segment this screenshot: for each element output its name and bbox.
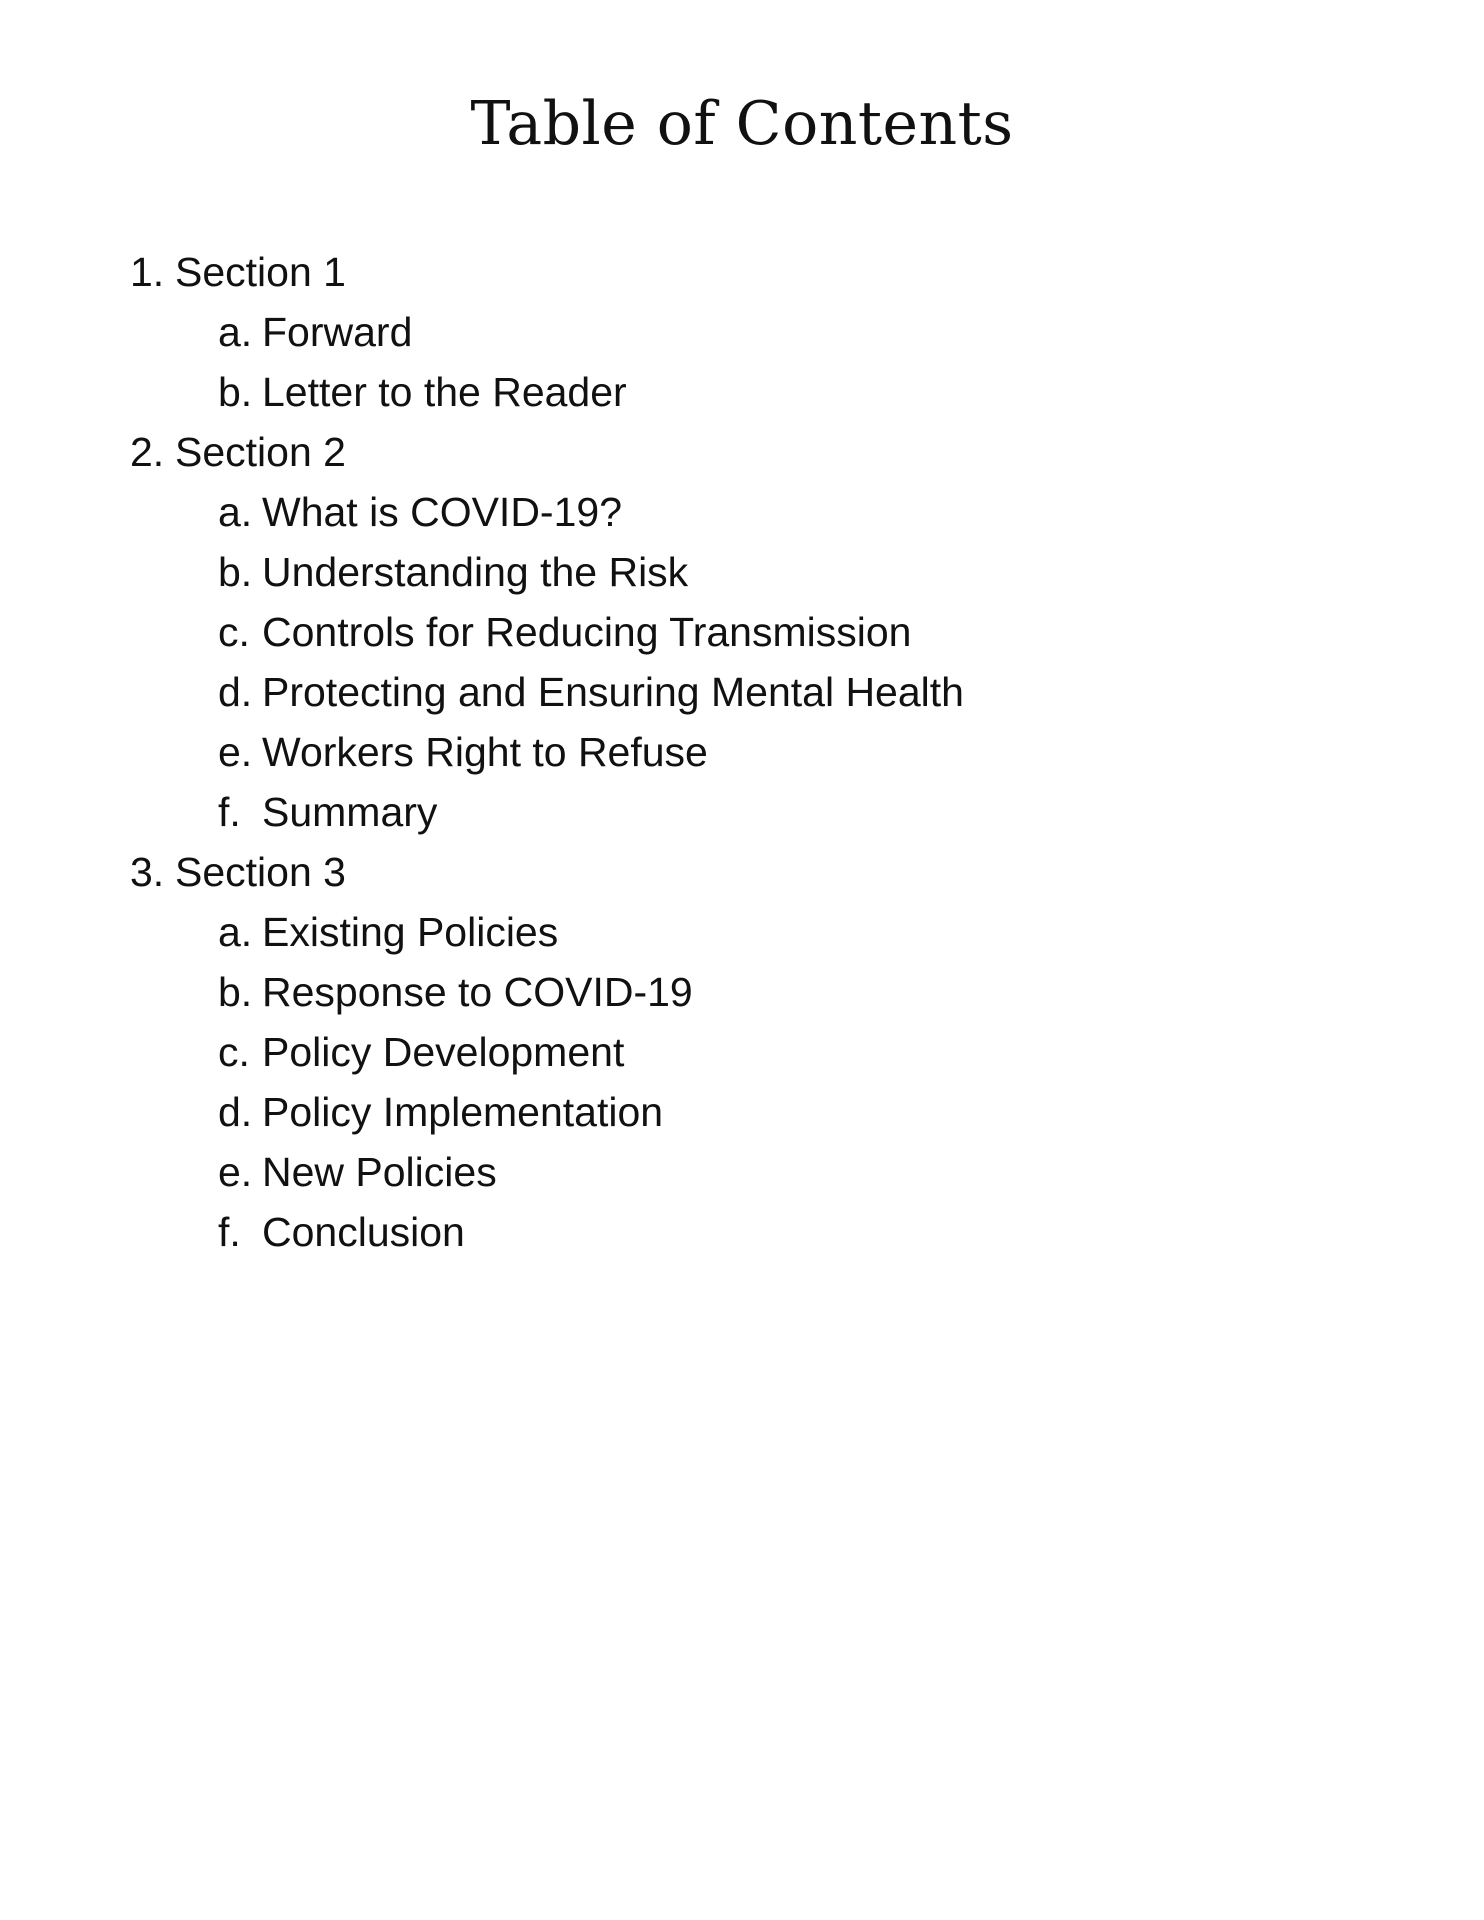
toc-entry bbox=[130, 362, 1230, 422]
toc-section-3 bbox=[130, 842, 1230, 902]
toc-entry bbox=[130, 902, 1230, 962]
entry-letter: b. bbox=[218, 969, 253, 1015]
toc-entry bbox=[130, 662, 1230, 722]
entry-title: Controls for Reducing Transmission bbox=[262, 609, 912, 655]
section-title: Section 3 bbox=[175, 849, 346, 895]
entry-letter: c. bbox=[218, 1029, 250, 1075]
entry-title: Response to COVID-19 bbox=[262, 969, 693, 1015]
entry-letter: a. bbox=[218, 309, 253, 355]
entry-title: New Policies bbox=[262, 1149, 497, 1195]
section-number: 3. bbox=[130, 849, 165, 895]
section-title: Section 2 bbox=[175, 429, 346, 475]
entry-letter: e. bbox=[218, 1149, 253, 1195]
entry-title: Workers Right to Refuse bbox=[262, 729, 708, 775]
entry-title: Forward bbox=[262, 309, 413, 355]
entry-letter: d. bbox=[218, 669, 253, 715]
entry-letter: b. bbox=[218, 369, 253, 415]
toc-section-2 bbox=[130, 422, 1230, 482]
section-number: 1. bbox=[130, 249, 165, 295]
entry-title: What is COVID-19? bbox=[262, 489, 622, 535]
entry-letter: a. bbox=[218, 909, 253, 955]
entry-letter: f. bbox=[218, 1209, 241, 1255]
entry-letter: d. bbox=[218, 1089, 253, 1135]
toc-entry bbox=[130, 602, 1230, 662]
entry-title: Policy Development bbox=[262, 1029, 625, 1075]
entry-title: Understanding the Risk bbox=[262, 549, 689, 595]
toc-entry bbox=[130, 482, 1230, 542]
toc-entry bbox=[130, 782, 1230, 842]
toc-entry bbox=[130, 962, 1230, 1022]
toc-entry bbox=[130, 722, 1230, 782]
entry-letter: b. bbox=[218, 549, 253, 595]
section-title: Section 1 bbox=[175, 249, 346, 295]
toc-entry bbox=[130, 1142, 1230, 1202]
toc-entry bbox=[130, 542, 1230, 602]
page-title: Table of Contents bbox=[470, 89, 1014, 159]
entry-title: Conclusion bbox=[262, 1209, 465, 1255]
toc-section-1 bbox=[130, 242, 1230, 302]
entry-letter: e. bbox=[218, 729, 253, 775]
entry-letter: a. bbox=[218, 489, 253, 535]
toc-entry bbox=[130, 1202, 1230, 1262]
toc-entry bbox=[130, 302, 1230, 362]
entry-title: Existing Policies bbox=[262, 909, 559, 955]
entry-title: Protecting and Ensuring Mental Health bbox=[262, 669, 964, 715]
entry-letter: f. bbox=[218, 789, 241, 835]
section-number: 2. bbox=[130, 429, 165, 475]
entry-letter: c. bbox=[218, 609, 250, 655]
entry-title: Policy Implementation bbox=[262, 1089, 664, 1135]
toc-entry bbox=[130, 1022, 1230, 1082]
table-of-contents bbox=[130, 242, 1230, 1262]
entry-title: Summary bbox=[262, 789, 438, 835]
entry-title: Letter to the Reader bbox=[262, 369, 627, 415]
toc-entry bbox=[130, 1082, 1230, 1142]
